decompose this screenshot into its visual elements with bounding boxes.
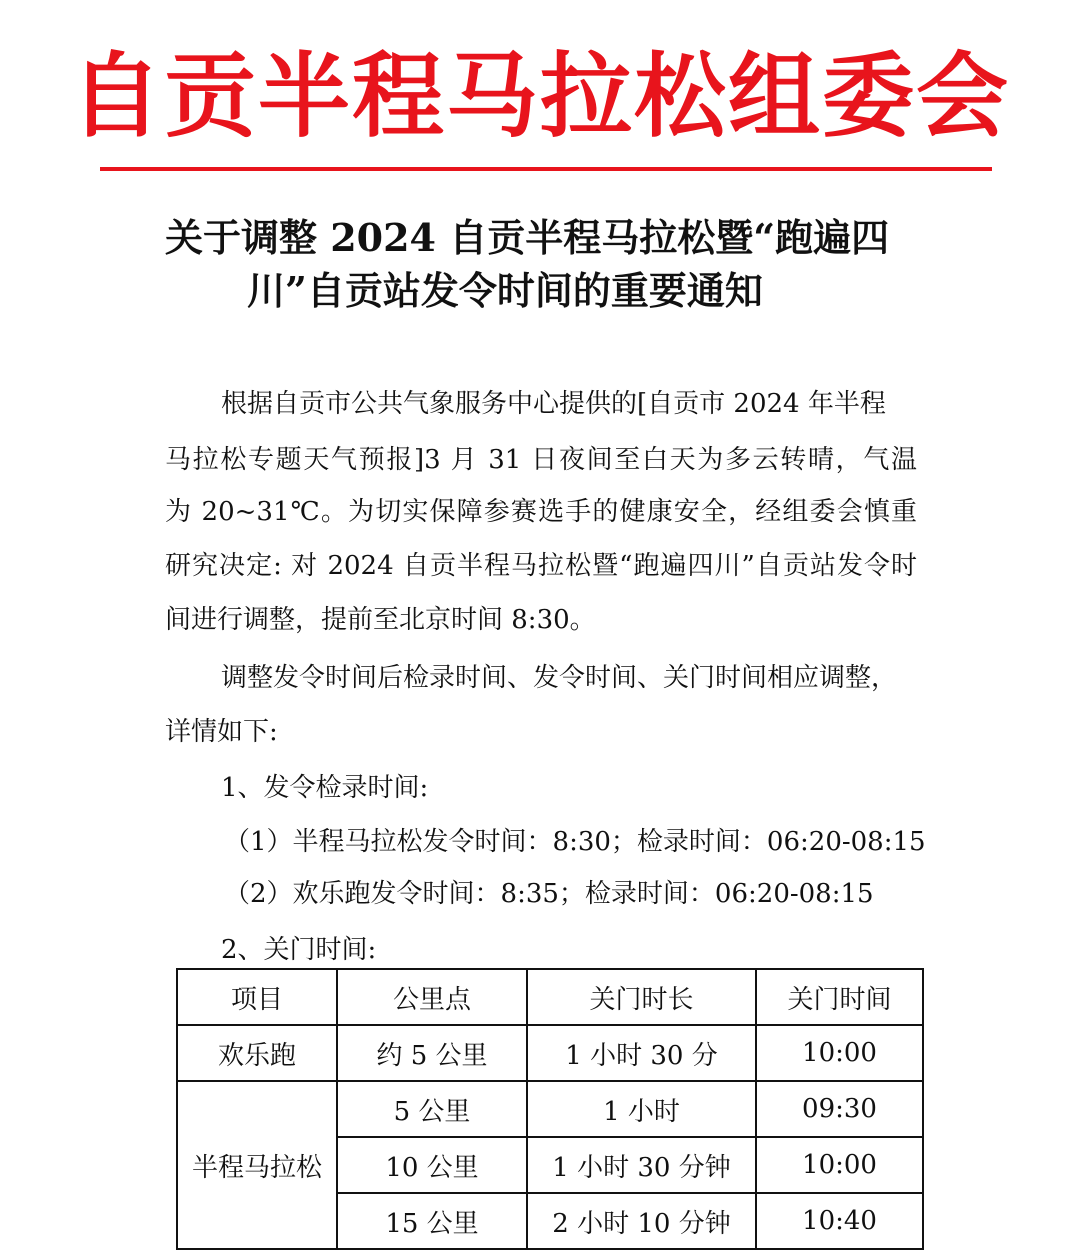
letterhead-red-rule bbox=[100, 167, 992, 171]
notice-title-line-2: 川”自贡站发令时间的重要通知 bbox=[247, 268, 763, 313]
header-cutoff-duration: 关门时长 bbox=[527, 969, 756, 1025]
section-2-heading: 2、关门时间: bbox=[221, 935, 377, 965]
duration-cell: 2 小时 10 分钟 bbox=[527, 1193, 756, 1249]
duration-cell: 1 小时 30 分 bbox=[527, 1025, 756, 1081]
duration-cell: 1 小时 bbox=[527, 1081, 756, 1137]
paragraph-1-line-5: 间进行调整，提前至北京时间 8:30。 bbox=[165, 605, 596, 635]
time-cell: 10:00 bbox=[756, 1025, 923, 1081]
km-cell: 5 公里 bbox=[337, 1081, 527, 1137]
km-cell: 约 5 公里 bbox=[337, 1025, 527, 1081]
fun-run-start-checkin: （2）欢乐跑发令时间：8:35；检录时间：06:20-08:15 bbox=[224, 879, 874, 909]
km-cell: 10 公里 bbox=[337, 1137, 527, 1193]
paragraph-1-line-1: 根据自贡市公共气象服务中心提供的[自贡市 2024 年半程 bbox=[221, 389, 886, 419]
paragraph-2-line-2: 详情如下: bbox=[165, 717, 278, 747]
half-marathon-start-checkin: （1）半程马拉松发令时间：8:30；检录时间：06:20-08:15 bbox=[224, 827, 926, 857]
paragraph-2-line-1: 调整发令时间后检录时间、发令时间、关门时间相应调整， bbox=[221, 663, 898, 693]
time-cell: 09:30 bbox=[756, 1081, 923, 1137]
paragraph-1-line-2: 马拉松专题天气预报]3 月 31 日夜间至白天为多云转晴，气温 bbox=[165, 445, 917, 475]
notice-title-line-1: 关于调整 2024 自贡半程马拉松暨“跑遍四 bbox=[165, 215, 890, 260]
header-event: 项目 bbox=[177, 969, 337, 1025]
event-cell: 半程马拉松 bbox=[177, 1081, 337, 1249]
cutoff-time-table bbox=[176, 968, 924, 1250]
duration-cell: 1 小时 30 分钟 bbox=[527, 1137, 756, 1193]
table-row bbox=[177, 1081, 923, 1137]
paragraph-1-line-3: 为 20~31℃。为切实保障参赛选手的健康安全，经组委会慎重 bbox=[165, 497, 917, 527]
section-1-heading: 1、发令检录时间: bbox=[221, 773, 429, 803]
paragraph-1-line-4: 研究决定: 对 2024 自贡半程马拉松暨“跑遍四川”自贡站发令时 bbox=[165, 551, 917, 581]
time-cell: 10:40 bbox=[756, 1193, 923, 1249]
time-cell: 10:00 bbox=[756, 1137, 923, 1193]
organizer-letterhead: 自贡半程马拉松组委会 bbox=[69, 43, 1010, 150]
km-cell: 15 公里 bbox=[337, 1193, 527, 1249]
event-cell: 欢乐跑 bbox=[177, 1025, 337, 1081]
table-header-row bbox=[177, 969, 923, 1025]
header-km-point: 公里点 bbox=[337, 969, 527, 1025]
header-cutoff-time: 关门时间 bbox=[756, 969, 923, 1025]
table-row bbox=[177, 1025, 923, 1081]
